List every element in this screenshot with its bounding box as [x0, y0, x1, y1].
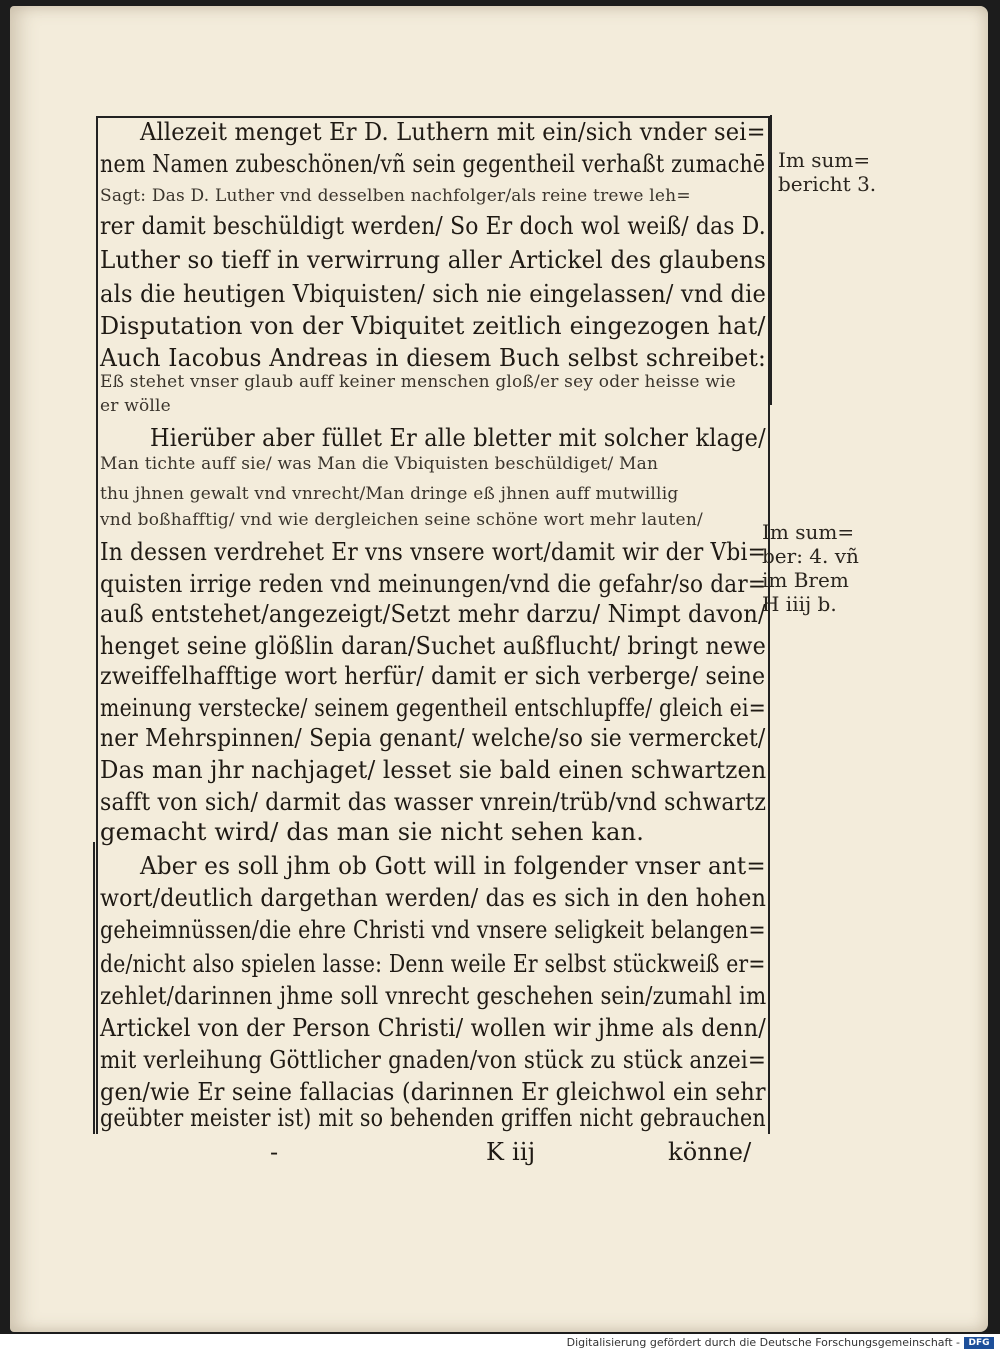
- text-line: Luther so tieff in verwirrung aller Artickel des glaubens: [100, 246, 767, 274]
- text-line: zehlet/darinnen jhme soll vnrecht geschehen sein/zumahl im: [100, 982, 767, 1010]
- margin-note-line: Im sum=: [778, 148, 871, 172]
- margin-note-line: bericht 3.: [778, 172, 877, 196]
- text-line: gen/wie Er seine fallacias (darinnen Er gleichwol ein sehr: [100, 1078, 766, 1106]
- text-line: Aber es soll jhm ob Gott will in folgender vnser ant=: [140, 852, 766, 880]
- text-line: geheimnüssen/die ehre Christi vnd vnsere seligkeit belangen=: [100, 916, 766, 944]
- text-line: ner Mehrspinnen/ Sepia genant/ welche/so sie vermercket/: [100, 724, 766, 752]
- text-line: meinung verstecke/ seinem gegentheil entschlupffe/ gleich ei=: [100, 694, 766, 722]
- text-line: thu jhnen gewalt vnd vnrecht/Man dringe eß jhnen auff mutwillig: [100, 484, 679, 504]
- catchword: könne/: [668, 1138, 752, 1166]
- text-line: de/nicht also spielen lasse: Denn weile Er selbst stückweiß er=: [100, 950, 766, 978]
- text-line: als die heutigen Vbiquisten/ sich nie eingelassen/ vnd die: [100, 280, 767, 308]
- text-line: er wölle: [100, 396, 171, 416]
- margin-note-2: [762, 520, 859, 616]
- text-line: Auch Iacobus Andreas in diesem Buch selbst schreibet:: [100, 344, 767, 372]
- text-line: mit verleihung Göttlicher gnaden/von stück zu stück anzei=: [100, 1046, 767, 1074]
- margin-note-line: im Brem: [762, 568, 849, 592]
- text-line: wort/deutlich dargethan werden/ das es sich in den hohen: [100, 884, 767, 912]
- text-line: nem Namen zubeschönen/vñ sein gegentheil verhaßt zumachē: [100, 150, 766, 178]
- footer-dash: -: [270, 1138, 279, 1166]
- text-line: Allezeit menget Er D. Luthern mit ein/sich vnder sei=: [140, 118, 766, 146]
- text-line: vnd boßhafftig/ vnd wie dergleichen seine schöne wort mehr lauten/: [100, 510, 703, 530]
- text-line: zweiffelhafftige wort herfür/ damit er sich verberge/ seine: [100, 662, 766, 690]
- margin-note-line: ber: 4. vñ: [762, 544, 859, 568]
- text-line: gemacht wird/ das man sie nicht sehen kan.: [100, 818, 645, 846]
- dfg-logo: DFG: [964, 1337, 994, 1349]
- text-line: Sagt: Das D. Luther vnd desselben nachfolger/als reine trewe leh=: [100, 186, 691, 206]
- left-rule: [93, 842, 95, 1134]
- text-line: In dessen verdrehet Er vns vnsere wort/damit wir der Vbi=: [100, 538, 767, 566]
- text-line: Artickel von der Person Christi/ wollen wir jhme als denn/: [100, 1014, 766, 1042]
- text-line: auß entstehet/angezeigt/Setzt mehr darzu/ Nimpt davon/: [100, 600, 766, 628]
- text-line: Eß stehet vnser glaub auff keiner menschen gloß/er sey oder heisse wie: [100, 372, 736, 392]
- text-line: quisten irrige reden vnd meinungen/vnd die gefahr/so dar=: [100, 570, 767, 598]
- text-line: Das man jhr nachjaget/ lesset sie bald einen schwartzen: [100, 756, 767, 784]
- margin-note-line: H iiij b.: [762, 592, 837, 616]
- text-line: Man tichte auff sie/ was Man die Vbiquisten beschüldiget/ Man: [100, 454, 659, 474]
- text-line: Hierüber aber füllet Er alle bletter mit solcher klage/: [150, 424, 766, 452]
- text-line: henget seine glößlin daran/Suchet außflucht/ bringt newe: [100, 632, 767, 660]
- text-line: Disputation von der Vbiquitet zeitlich eingezogen hat/: [100, 312, 766, 340]
- text-line: safft von sich/ darmit das wasser vnrein/trüb/vnd schwartz: [100, 788, 767, 816]
- text-line: geübter meister ist) mit so behenden griffen nicht gebrauchen: [100, 1104, 766, 1132]
- text-line: rer damit beschüldigt werden/ So Er doch wol weiß/ das D.: [100, 212, 766, 240]
- margin-note-1: [778, 148, 876, 196]
- right-rule: [770, 115, 772, 405]
- margin-note-line: Im sum=: [762, 520, 855, 544]
- signature-mark: K iij: [486, 1138, 536, 1166]
- funding-credit: Digitalisierung gefördert durch die Deutsche Forschungsgemeinschaft -: [566, 1336, 960, 1349]
